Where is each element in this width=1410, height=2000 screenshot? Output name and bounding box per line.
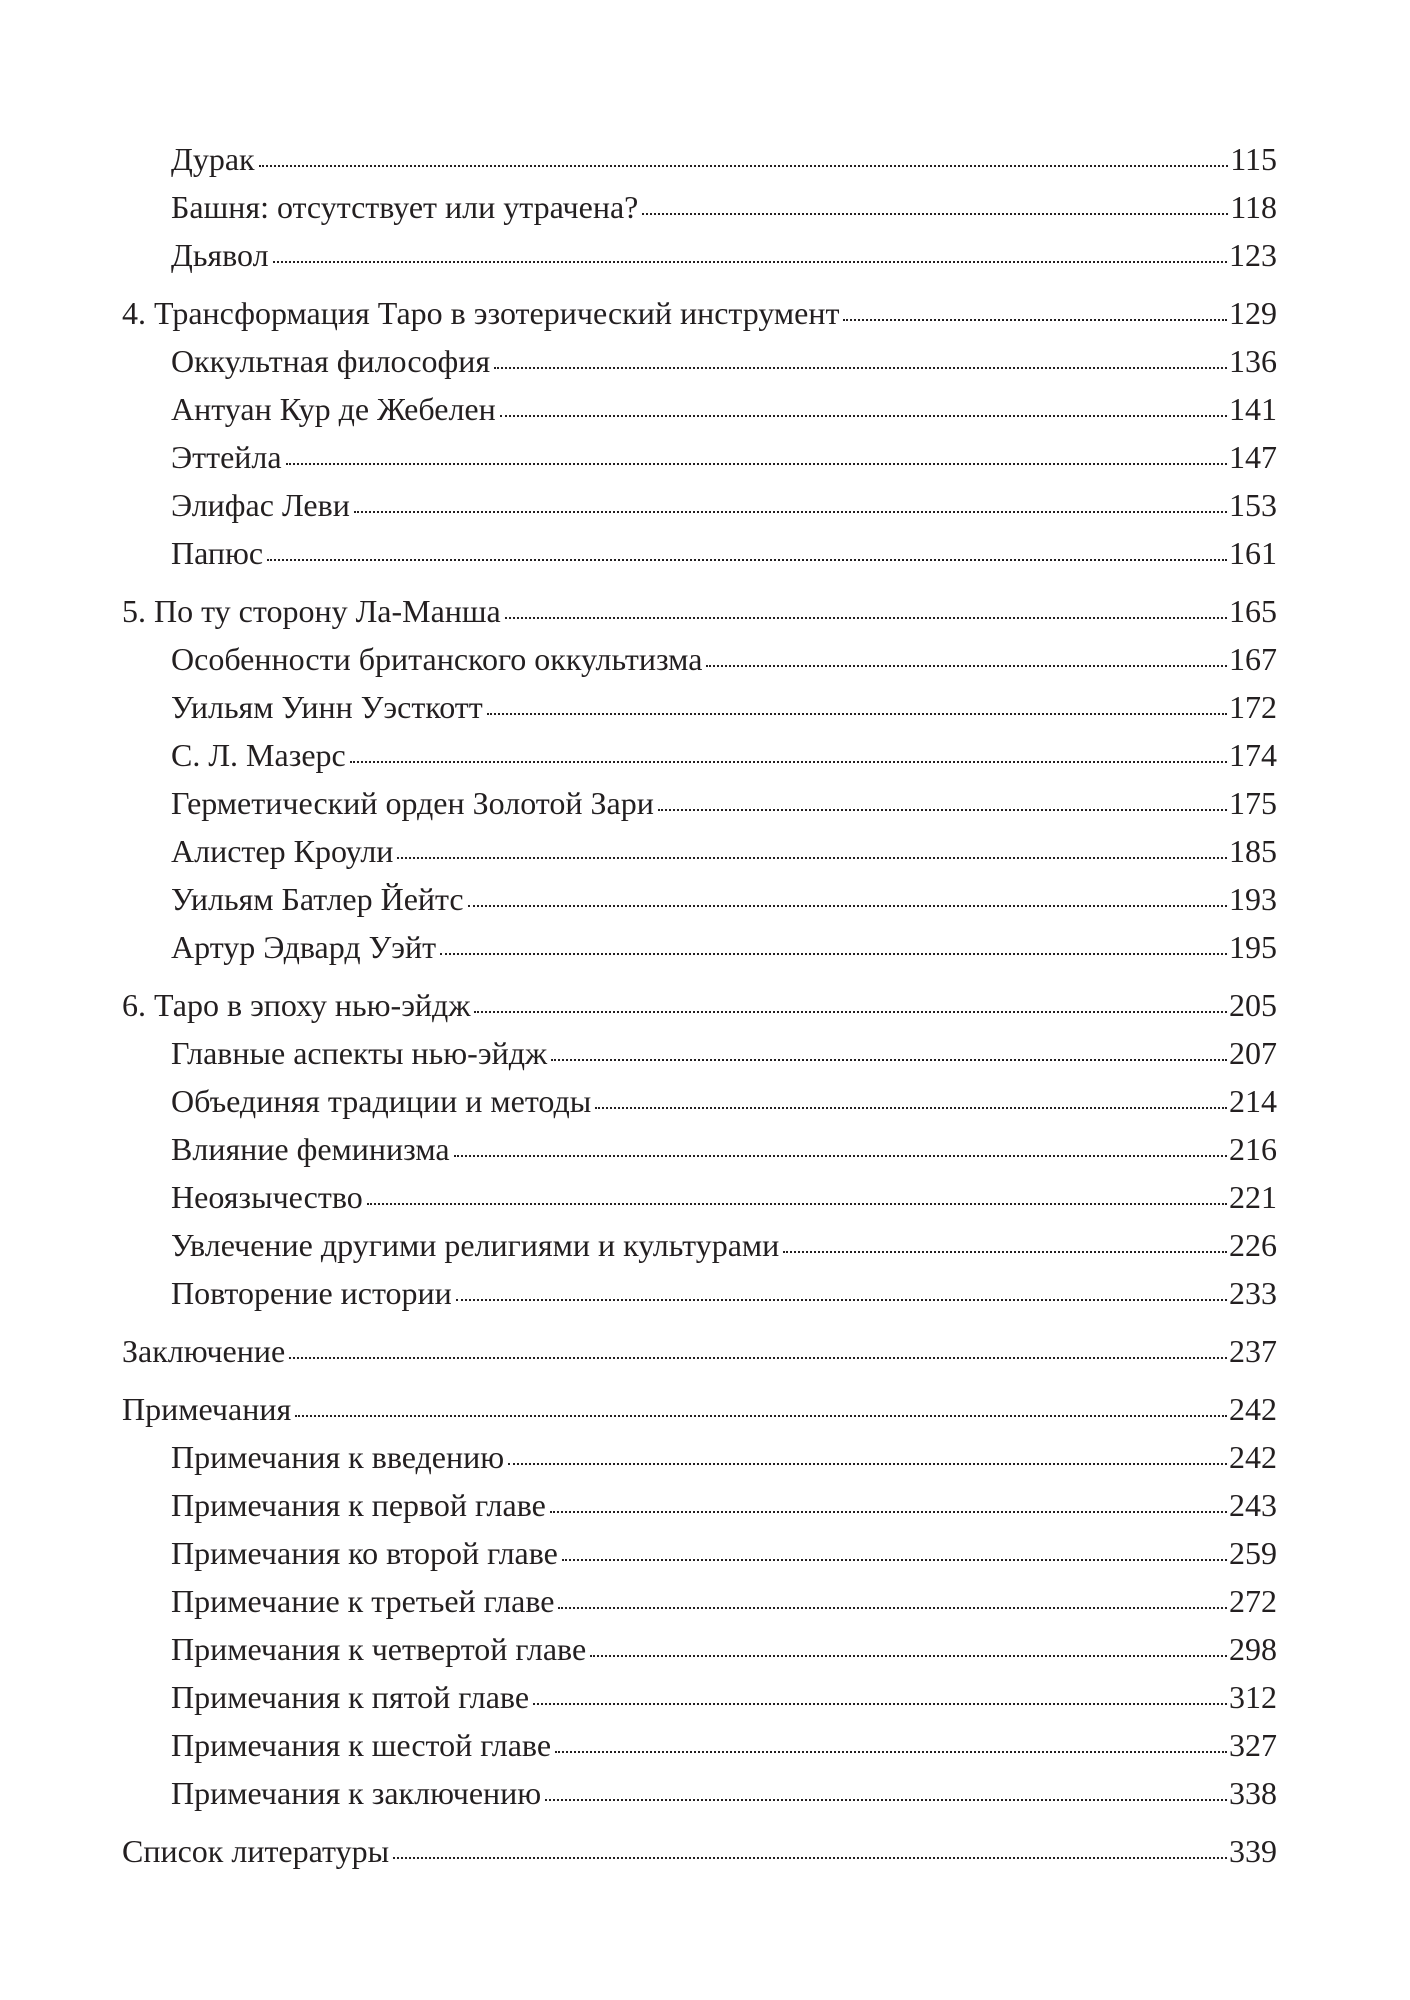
dot-leader: [468, 905, 1227, 907]
dot-leader: [500, 415, 1227, 417]
toc-page-number: 216: [1229, 1131, 1277, 1167]
dot-leader: [590, 1655, 1227, 1657]
toc-entry-title: С. Л. Мазерс: [171, 737, 346, 773]
dot-leader: [658, 809, 1227, 811]
dot-leader: [505, 617, 1227, 619]
dot-leader: [843, 319, 1227, 321]
toc-page-number: 339: [1229, 1833, 1277, 1869]
toc-section-entry: [122, 923, 1277, 971]
toc-page-number: 175: [1229, 785, 1277, 821]
dot-leader: [550, 1511, 1227, 1513]
toc-entry-title: Уильям Уинн Уэсткотт: [171, 689, 483, 725]
toc-section-entry: [122, 1269, 1277, 1317]
toc-page-number: 185: [1229, 833, 1277, 869]
toc-entry-title: Уильям Батлер Йейтс: [171, 881, 464, 917]
dot-leader: [354, 511, 1227, 513]
table-of-contents: [122, 135, 1277, 1875]
toc-page-number: 165: [1229, 593, 1277, 629]
toc-section-entry: [122, 1077, 1277, 1125]
toc-entry-title: Примечания к шестой главе: [171, 1727, 552, 1763]
toc-entry-title: Алистер Кроули: [171, 833, 394, 869]
toc-section-entry: [122, 337, 1277, 385]
toc-entry-title: Антуан Кур де Жебелен: [171, 391, 496, 427]
toc-entry-title: Главные аспекты нью-эйдж: [171, 1035, 548, 1071]
toc-section-entry: [122, 1577, 1277, 1625]
toc-entry-title: Папюс: [171, 535, 264, 571]
toc-page-number: 221: [1229, 1179, 1277, 1215]
toc-page-number: 207: [1229, 1035, 1277, 1071]
toc-entry-title: 5. По ту сторону Ла-Манша: [122, 593, 501, 629]
dot-leader: [783, 1251, 1227, 1253]
toc-page-number: 242: [1229, 1439, 1277, 1475]
dot-leader: [642, 213, 1228, 215]
toc-page-number: 172: [1229, 689, 1277, 725]
toc-entry-title: Влияние феминизма: [171, 1131, 450, 1167]
toc-page-number: 118: [1230, 189, 1277, 225]
dot-leader: [595, 1107, 1227, 1109]
dot-leader: [350, 761, 1227, 763]
toc-section-entry: [122, 481, 1277, 529]
toc-entry-title: 4. Трансформация Таро в эзотерический инструмент: [122, 295, 840, 331]
toc-section-entry: [122, 1529, 1277, 1577]
toc-chapter-entry: [122, 1827, 1277, 1875]
toc-entry-title: Список литературы: [122, 1833, 390, 1869]
dot-leader: [551, 1059, 1227, 1061]
toc-section-entry: [122, 1625, 1277, 1673]
dot-leader: [555, 1751, 1227, 1753]
toc-section-entry: [122, 1433, 1277, 1481]
toc-section-entry: [122, 1125, 1277, 1173]
dot-leader: [545, 1799, 1227, 1801]
toc-entry-title: Повторение истории: [171, 1275, 452, 1311]
toc-page-number: 237: [1229, 1333, 1277, 1369]
dot-leader: [487, 713, 1227, 715]
toc-page-number: 153: [1229, 487, 1277, 523]
toc-entry-title: Эттейла: [171, 439, 282, 475]
toc-entry-title: Неоязычество: [171, 1179, 363, 1215]
dot-leader: [393, 1857, 1227, 1859]
dot-leader: [456, 1299, 1227, 1301]
dot-leader: [367, 1203, 1227, 1205]
toc-chapter-entry: [122, 1385, 1277, 1433]
toc-page-number: 115: [1230, 141, 1277, 177]
toc-entry-title: Особенности британского оккультизма: [171, 641, 703, 677]
toc-entry-title: Башня: отсутствует или утрачена?: [171, 189, 639, 225]
toc-entry-title: Дьявол: [171, 237, 269, 273]
toc-page-number: 136: [1229, 343, 1277, 379]
toc-page-number: 226: [1229, 1227, 1277, 1263]
toc-section-entry: [122, 779, 1277, 827]
dot-leader: [706, 665, 1227, 667]
dot-leader: [508, 1463, 1227, 1465]
toc-page-number: 195: [1229, 929, 1277, 965]
toc-chapter-entry: [122, 587, 1277, 635]
toc-page-number: 174: [1229, 737, 1277, 773]
dot-leader: [295, 1415, 1227, 1417]
toc-section-entry: [122, 875, 1277, 923]
toc-page-number: 167: [1229, 641, 1277, 677]
toc-entry-title: 6. Таро в эпоху нью-эйдж: [122, 987, 471, 1023]
toc-section-entry: [122, 183, 1277, 231]
toc-entry-title: Заключение: [122, 1333, 286, 1369]
dot-leader: [562, 1559, 1227, 1561]
dot-leader: [440, 953, 1227, 955]
toc-section-entry: [122, 1029, 1277, 1077]
dot-leader: [289, 1357, 1227, 1359]
toc-page-number: 242: [1229, 1391, 1277, 1427]
toc-section-entry: [122, 1721, 1277, 1769]
toc-page-number: 243: [1229, 1487, 1277, 1523]
toc-section-entry: [122, 1221, 1277, 1269]
toc-entry-title: Примечания к первой главе: [171, 1487, 546, 1523]
toc-page-number: 272: [1229, 1583, 1277, 1619]
toc-section-entry: [122, 135, 1277, 183]
toc-section-entry: [122, 827, 1277, 875]
dot-leader: [558, 1607, 1227, 1609]
toc-section-entry: [122, 433, 1277, 481]
toc-entry-title: Примечания к заключению: [171, 1775, 542, 1811]
toc-entry-title: Примечание к третьей главе: [171, 1583, 555, 1619]
toc-section-entry: [122, 1481, 1277, 1529]
toc-entry-title: Дурак: [171, 141, 255, 177]
toc-page-number: 214: [1229, 1083, 1277, 1119]
toc-entry-title: Элифас Леви: [171, 487, 350, 523]
toc-section-entry: [122, 1173, 1277, 1221]
dot-leader: [259, 165, 1229, 167]
toc-entry-title: Герметический орден Золотой Зари: [171, 785, 654, 821]
dot-leader: [273, 261, 1227, 263]
toc-page-number: 338: [1229, 1775, 1277, 1811]
toc-page-number: 161: [1229, 535, 1277, 571]
toc-entry-title: Увлечение другими религиями и культурами: [171, 1227, 780, 1263]
toc-chapter-entry: [122, 1327, 1277, 1375]
toc-entry-title: Примечания ко второй главе: [171, 1535, 558, 1571]
toc-section-entry: [122, 385, 1277, 433]
toc-entry-title: Примечания: [122, 1391, 292, 1427]
toc-entry-title: Примечания к четвертой главе: [171, 1631, 587, 1667]
toc-page-number: 259: [1229, 1535, 1277, 1571]
toc-entry-title: Примечания к пятой главе: [171, 1679, 530, 1715]
toc-section-entry: [122, 1769, 1277, 1817]
toc-chapter-entry: [122, 981, 1277, 1029]
toc-page-number: 193: [1229, 881, 1277, 917]
toc-page-number: 123: [1229, 237, 1277, 273]
toc-page-number: 327: [1229, 1727, 1277, 1763]
dot-leader: [397, 857, 1227, 859]
toc-section-entry: [122, 1673, 1277, 1721]
dot-leader: [286, 463, 1227, 465]
toc-entry-title: Объединяя традиции и методы: [171, 1083, 592, 1119]
toc-section-entry: [122, 231, 1277, 279]
dot-leader: [533, 1703, 1227, 1705]
toc-entry-title: Оккультная философия: [171, 343, 491, 379]
toc-chapter-entry: [122, 289, 1277, 337]
dot-leader: [454, 1155, 1227, 1157]
dot-leader: [494, 367, 1227, 369]
toc-page-number: 129: [1229, 295, 1277, 331]
toc-page-number: 298: [1229, 1631, 1277, 1667]
toc-section-entry: [122, 731, 1277, 779]
toc-section-entry: [122, 683, 1277, 731]
toc-page-number: 141: [1229, 391, 1277, 427]
toc-page-number: 147: [1229, 439, 1277, 475]
dot-leader: [474, 1011, 1227, 1013]
toc-page-number: 312: [1229, 1679, 1277, 1715]
toc-page-number: 233: [1229, 1275, 1277, 1311]
toc-section-entry: [122, 635, 1277, 683]
toc-page-number: 205: [1229, 987, 1277, 1023]
dot-leader: [267, 559, 1227, 561]
toc-entry-title: Примечания к введению: [171, 1439, 505, 1475]
toc-entry-title: Артур Эдвард Уэйт: [171, 929, 437, 965]
toc-section-entry: [122, 529, 1277, 577]
